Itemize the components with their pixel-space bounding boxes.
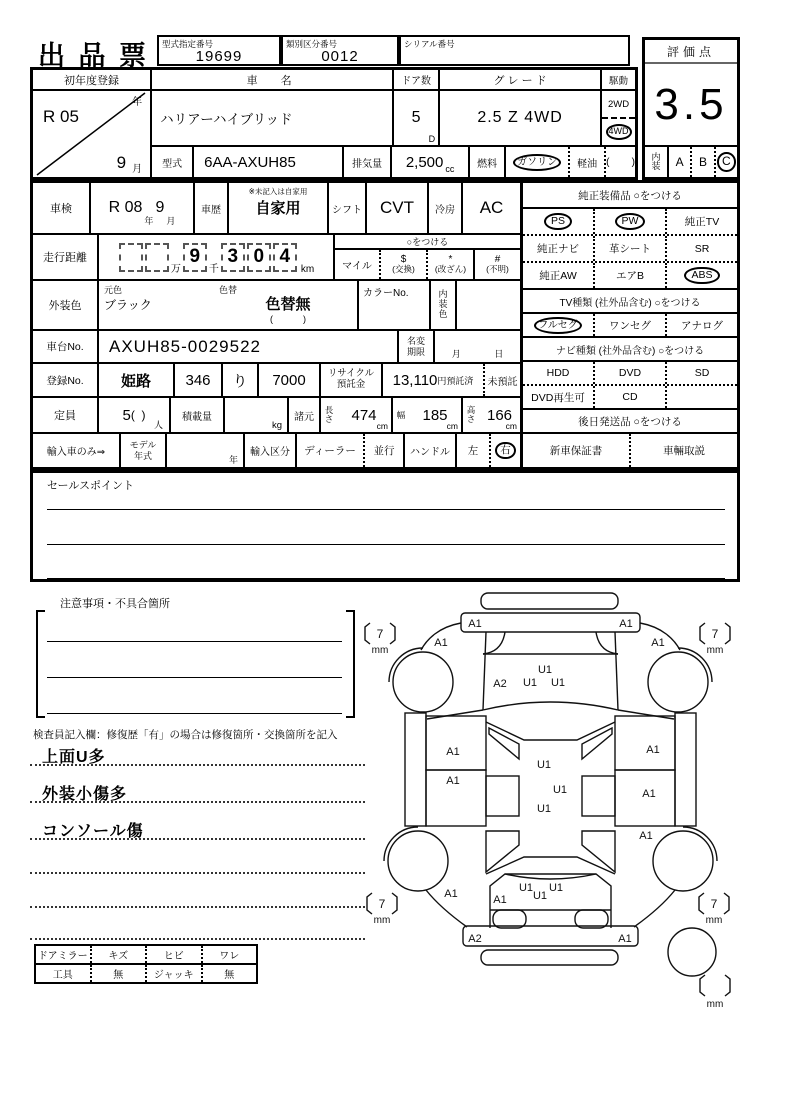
pillar-right-mid <box>582 776 615 816</box>
reg-number: 7000 <box>257 364 319 396</box>
interior-grade-c <box>714 147 737 177</box>
odo-opt-exchange-symbol: $ <box>400 254 407 266</box>
height-cell <box>479 398 520 432</box>
height-unit: cm <box>505 421 517 431</box>
grade-header: グ レ ー ド <box>438 70 600 89</box>
tread-rl-unit: mm <box>373 915 391 926</box>
name-change-month: 月 <box>451 349 461 359</box>
mark-door-rr: A1 <box>642 788 656 800</box>
odo-sen: 千 <box>208 264 219 275</box>
name-change-label: 名変期限 <box>397 331 433 362</box>
inspector-line-6 <box>30 938 365 940</box>
mark-door-fr: A1 <box>646 744 660 756</box>
score-value: 3.5 <box>654 79 728 129</box>
tread-fl-value: 7 <box>376 627 384 641</box>
equip-ps <box>523 209 593 234</box>
rear-window-arc <box>505 874 596 879</box>
caution-bracket-left <box>36 610 45 718</box>
length-value: 474 <box>351 406 377 424</box>
mark-hood-u3: U1 <box>550 677 566 689</box>
history-cell <box>227 183 327 233</box>
shaken-label: 車検 <box>50 203 72 215</box>
wheel-rear-left <box>388 831 448 891</box>
reg-kana: り <box>221 364 257 396</box>
ship-warranty: 新車保証書 <box>549 445 603 457</box>
sales-line-3 <box>47 578 725 579</box>
caution-line-3 <box>47 713 342 714</box>
displacement-unit: cc <box>445 164 455 174</box>
shift-label: シフト <box>327 183 365 233</box>
interior-grade-label: 内装 <box>651 152 661 171</box>
hood-right-line <box>615 632 618 710</box>
capacity-unit: 人 <box>153 420 163 430</box>
tread-fr-value: 7 <box>711 627 719 641</box>
inspector-label: 検査員記入欄：修復歴「有」の場合は修復箇所・交換箇所を記入 <box>33 729 338 741</box>
mark-hood-u2: U1 <box>522 677 538 689</box>
sales-line-1 <box>47 509 725 510</box>
inspector-note-2: 外装小傷多 <box>42 786 128 803</box>
length-label: 長さ <box>319 398 337 432</box>
navi-hdd: HDD <box>546 367 570 379</box>
navi-dvd: DVD <box>593 362 665 384</box>
odo-opt-tampered <box>426 250 473 279</box>
door-front-right <box>615 716 675 770</box>
vehicle-info-table <box>30 67 638 180</box>
recycle-cell <box>381 364 483 396</box>
height-value: 166 <box>486 406 513 424</box>
navi-sd: SD <box>665 362 737 384</box>
shaken-year-suffix: 年 <box>144 216 154 226</box>
tools-none-2: 無 <box>201 965 257 982</box>
odo-digit-2: 9 <box>183 243 207 272</box>
navi-cd: CD <box>593 386 665 408</box>
mark-hood-u1: U1 <box>537 664 553 676</box>
caution-label: 注意事項・不具合箇所 <box>60 598 170 610</box>
shaken-month-suffix: 月 <box>166 216 176 226</box>
class-code-box <box>281 35 399 66</box>
sales-point-box <box>30 470 740 582</box>
equipment-table <box>520 180 740 470</box>
tools-door-mirror: ドアミラー <box>37 951 88 962</box>
recycle-label: リサイクル預託金 <box>319 364 381 396</box>
sales-line-2 <box>47 544 725 545</box>
mark-fender-fr: A1 <box>651 637 665 649</box>
width-label: 幅 <box>391 398 409 432</box>
caution-line-2 <box>47 677 342 678</box>
handle-right-cell <box>489 434 520 467</box>
first-reg-era: R 05 <box>43 107 79 126</box>
odo-digit-5: 4 <box>273 243 297 272</box>
mark-hood-a2: A2 <box>493 678 507 690</box>
odo-digit-1 <box>145 243 169 272</box>
class-code-value: 0012 <box>321 48 359 65</box>
fuel-paren: ( ) <box>604 147 635 177</box>
pillar-left-mid <box>486 776 519 816</box>
equip-pw <box>593 209 665 234</box>
car-damage-diagram <box>353 583 748 1017</box>
chassis-value: AXUH85-0029522 <box>97 331 397 362</box>
import-type-label: 輸入区分 <box>243 434 295 467</box>
odometer-label: 走行距離 <box>43 252 87 264</box>
class-code-label: 類別区分番号 <box>286 39 338 49</box>
model-year-label: モデル年式 <box>119 434 165 467</box>
mark-tail-u1: U1 <box>518 882 534 894</box>
front-strip <box>481 593 618 609</box>
width-cell <box>409 398 461 432</box>
model-designation-box <box>157 35 281 66</box>
tools-scratch: キズ <box>90 946 146 963</box>
history-value: 自家用 <box>255 200 301 217</box>
doors-header: ドア数 <box>392 70 438 89</box>
odo-digit-0 <box>119 243 143 272</box>
inspector-line-3 <box>30 838 365 840</box>
odo-unit: km <box>300 264 315 275</box>
equipment-header: 純正装備品 ○をつける <box>578 189 682 202</box>
import-only-label: 輸入車のみ⇒ <box>46 447 106 458</box>
inspector-line-4 <box>30 872 365 874</box>
pillar-left-front <box>489 728 519 759</box>
serial-number-box <box>399 35 630 66</box>
sill-left <box>405 713 426 826</box>
recycle-alt: 未預託 <box>483 364 520 396</box>
vehicle-name: ハリアーハイブリッド <box>160 112 293 127</box>
model-designation-value: 19699 <box>195 48 243 65</box>
shift-value: CVT <box>365 183 427 233</box>
handle-left: 左 <box>455 434 489 467</box>
cowl-arc <box>483 702 618 710</box>
tools-crack: ヒビ <box>145 946 201 963</box>
load-cell <box>223 398 287 432</box>
tread-rl-value: 7 <box>378 897 386 911</box>
history-label: 車歴 <box>193 183 227 233</box>
mark-quarter-rr: A1 <box>639 830 653 842</box>
int-color-label: 内装色 <box>429 281 455 329</box>
import-dealer: ディーラー <box>295 434 363 467</box>
equip-abs <box>665 263 737 288</box>
tread-bracket-spare <box>700 975 730 996</box>
first-reg-month: 9 <box>116 153 127 172</box>
equip-pw-circled: PW <box>615 213 646 231</box>
equip-tv: 純正TV <box>665 209 737 234</box>
mark-quarter-rl: A1 <box>444 888 458 900</box>
details-table <box>30 180 523 470</box>
import-parallel: 並行 <box>363 434 403 467</box>
navi-dvd-play: DVD再生可 <box>531 391 585 404</box>
name-change-date <box>433 331 520 362</box>
history-note: ※未記入は自家用 <box>248 187 308 196</box>
tv-fullseg-circled: フルセグ <box>534 317 582 334</box>
equip-aw: 純正AW <box>539 270 577 282</box>
tv-analog: アナログ <box>665 314 737 336</box>
capacity-cell <box>97 398 169 432</box>
grade-value: 2.5 Z 4WD <box>438 91 600 145</box>
capacity-value: 5 <box>122 406 131 424</box>
rear-bumper <box>463 926 638 946</box>
inspector-note-1: 上面U多 <box>42 749 106 766</box>
fuel-gasoline-circled: ガソリン <box>513 154 561 171</box>
odo-opt-unknown-symbol: # <box>494 254 501 266</box>
width-unit: cm <box>446 421 458 431</box>
mark-rear-bumper-r: A1 <box>618 933 632 945</box>
caution-line-1 <box>47 641 342 642</box>
first-reg-year-suffix: 年 <box>132 97 143 108</box>
tread-fr-unit: mm <box>706 645 724 656</box>
interior-grade-b: B <box>690 147 713 177</box>
tread-fl-unit: mm <box>371 645 389 656</box>
equip-leather: 革シート <box>593 236 665 261</box>
mark-fender-fl: A1 <box>434 637 448 649</box>
odo-opt-tampered-symbol: * <box>448 254 453 266</box>
reg-no-label: 登録No. <box>46 374 84 387</box>
first-reg-diagonal <box>33 91 147 177</box>
model-code-label: 型式 <box>162 158 183 170</box>
color-change-paren: ( ) <box>270 314 306 324</box>
serial-number-label: シリアル番号 <box>404 39 455 49</box>
mark-roof-u1: U1 <box>536 759 552 771</box>
first-reg-label: 初年度登録 <box>33 70 150 91</box>
equip-navi: 純正ナビ <box>537 243 579 255</box>
shaken-month: 9 <box>155 199 165 216</box>
model-year-unit: 年 <box>228 455 238 465</box>
shaken-era: R 08 <box>108 199 143 216</box>
mark-door-rl: A1 <box>446 775 460 787</box>
mark-front-bumper-l: A1 <box>468 618 482 630</box>
tread-spare-unit: mm <box>706 999 724 1010</box>
rear-strip <box>481 950 618 965</box>
equip-sr: SR <box>665 236 737 261</box>
length-cell <box>337 398 391 432</box>
drive-option-4wd <box>602 117 635 145</box>
mark-tail-u3: U1 <box>548 882 564 894</box>
mark-tailgate: A1 <box>493 894 507 906</box>
interior-grade-c-circled: C <box>717 152 736 172</box>
doors-cell <box>392 91 438 145</box>
wheel-front-left <box>393 652 453 712</box>
front-bumper <box>461 613 640 632</box>
int-color-value <box>455 281 520 329</box>
model-code-value: 6AA-AXUH85 <box>192 147 342 177</box>
roof-rear-edge <box>486 857 615 874</box>
a-pillar-left <box>427 710 483 719</box>
spare-tire <box>668 928 716 976</box>
reg-class: 346 <box>173 364 221 396</box>
ac-value: AC <box>461 183 520 233</box>
ext-color-label: 外装色 <box>48 300 82 312</box>
odo-opt-unknown-sub: (不明) <box>486 264 509 275</box>
wheel-rear-right <box>653 831 713 891</box>
rear-body-right <box>634 890 675 927</box>
mark-front-bumper-r: A1 <box>619 618 633 630</box>
spec-label: 諸元 <box>287 398 319 432</box>
doors-suffix: D <box>428 134 436 144</box>
tv-type-header: TV種類 (社外品含む) ○をつける <box>523 288 737 312</box>
length-unit: cm <box>376 421 388 431</box>
pillar-right-front <box>582 728 612 759</box>
recycle-value: 13,110 <box>392 371 438 389</box>
inspector-note-3: コンソール傷 <box>42 823 144 840</box>
odo-opt-exchange-sub: (交換) <box>392 264 415 275</box>
inspector-line-1 <box>30 764 365 766</box>
tools-break: ワレ <box>201 946 257 963</box>
equip-abs-circled: ABS <box>684 267 719 285</box>
orig-color-label: 元色 <box>104 285 123 295</box>
tread-rr-value: 7 <box>710 897 718 911</box>
recycle-suffix: 円預託済 <box>437 375 474 386</box>
interior-grade-a: A <box>667 147 690 177</box>
a-pillar-right <box>618 710 674 719</box>
handle-right-circled: 右 <box>495 442 516 460</box>
inspector-line-2 <box>30 801 365 803</box>
height-label: 高さ <box>461 398 479 432</box>
orig-color-value: ブラック <box>104 298 152 312</box>
odo-man: 万 <box>170 264 181 275</box>
tools-label: 工具 <box>52 970 73 981</box>
odo-opt-tampered-sub: (改ざん) <box>434 264 467 275</box>
mark-roof-u2: U1 <box>552 784 568 796</box>
load-label: 積載量 <box>169 398 223 432</box>
fuel-gasoline-cell <box>504 147 568 177</box>
mark-roof-u3: U1 <box>536 803 552 815</box>
score-box <box>642 37 740 180</box>
color-change-label: 色替 <box>219 285 238 295</box>
width-value: 185 <box>422 406 448 424</box>
drive-4wd-circled: 4WD <box>606 124 632 140</box>
displacement-cell <box>390 147 468 177</box>
first-reg-month-suffix: 月 <box>132 164 143 175</box>
hood-left-line <box>483 632 486 710</box>
odo-digit-3: 3 <box>221 243 245 272</box>
color-change-value: 色替無 <box>265 296 311 313</box>
navi-blank <box>665 386 737 408</box>
tv-oneseg: ワンセグ <box>593 314 665 336</box>
drive-option-2wd: 2WD <box>607 98 630 110</box>
shaken-cell <box>89 183 193 233</box>
odo-opt-exchange <box>379 250 426 279</box>
handle-label: ハンドル <box>403 434 455 467</box>
ship-manual: 車輛取説 <box>629 434 737 467</box>
mark-door-fl: A1 <box>446 746 460 758</box>
ship-later-header: 後日発送品 ○をつける <box>523 408 737 432</box>
name-change-day: 日 <box>494 349 504 359</box>
odo-opt-unknown <box>473 250 520 279</box>
odo-digit-4: 0 <box>247 243 271 272</box>
tools-jack: ジャッキ <box>145 965 201 982</box>
sales-point-label: セールスポイント <box>47 480 135 492</box>
odometer-cell <box>97 235 333 279</box>
color-no-label: カラーNo. <box>357 281 429 329</box>
page-title: 出 品 票 <box>38 41 150 71</box>
reg-area: 姫路 <box>97 364 173 396</box>
capacity-label: 定員 <box>54 410 76 422</box>
odo-circle-header: ○をつける <box>335 235 520 250</box>
equip-airbag: エアB <box>593 263 665 288</box>
mark-rear-bumper-l: A2 <box>468 933 482 945</box>
pillar-left-rear <box>486 831 519 872</box>
chassis-label: 車台No. <box>46 341 84 353</box>
odo-opt-mile: マイル <box>342 261 372 272</box>
tools-none-1: 無 <box>90 965 146 982</box>
ac-label: 冷房 <box>427 183 461 233</box>
fuel-label: 燃料 <box>468 147 504 177</box>
sill-right <box>675 713 696 826</box>
drive-header: 駆動 <box>600 70 635 89</box>
tools-table <box>34 944 258 984</box>
mark-tail-u2: U1 <box>532 890 548 902</box>
score-label: 評価点 <box>645 40 737 64</box>
model-year-cell <box>165 434 243 467</box>
wheel-front-right <box>648 652 708 712</box>
tv-fullseg <box>523 314 593 336</box>
displacement-value: 2,500 <box>405 153 444 171</box>
displacement-label: 排気量 <box>342 147 390 177</box>
model-designation-label: 型式指定番号 <box>162 39 214 49</box>
first-reg-cell <box>33 91 150 177</box>
fuel-diesel-cell: 軽油 <box>568 147 604 177</box>
doors-value: 5 <box>411 109 421 126</box>
navi-type-header: ナビ種類 (社外品含む) ○をつける <box>523 336 737 360</box>
pillar-right-rear <box>582 831 615 872</box>
door-front-left <box>426 716 486 770</box>
equip-ps-circled: PS <box>544 213 572 231</box>
tread-rr-unit: mm <box>705 915 723 926</box>
inspector-line-5 <box>30 906 365 908</box>
capacity-paren: ( ) <box>130 408 146 422</box>
load-unit: kg <box>271 420 282 431</box>
name-header: 車 名 <box>246 74 298 87</box>
